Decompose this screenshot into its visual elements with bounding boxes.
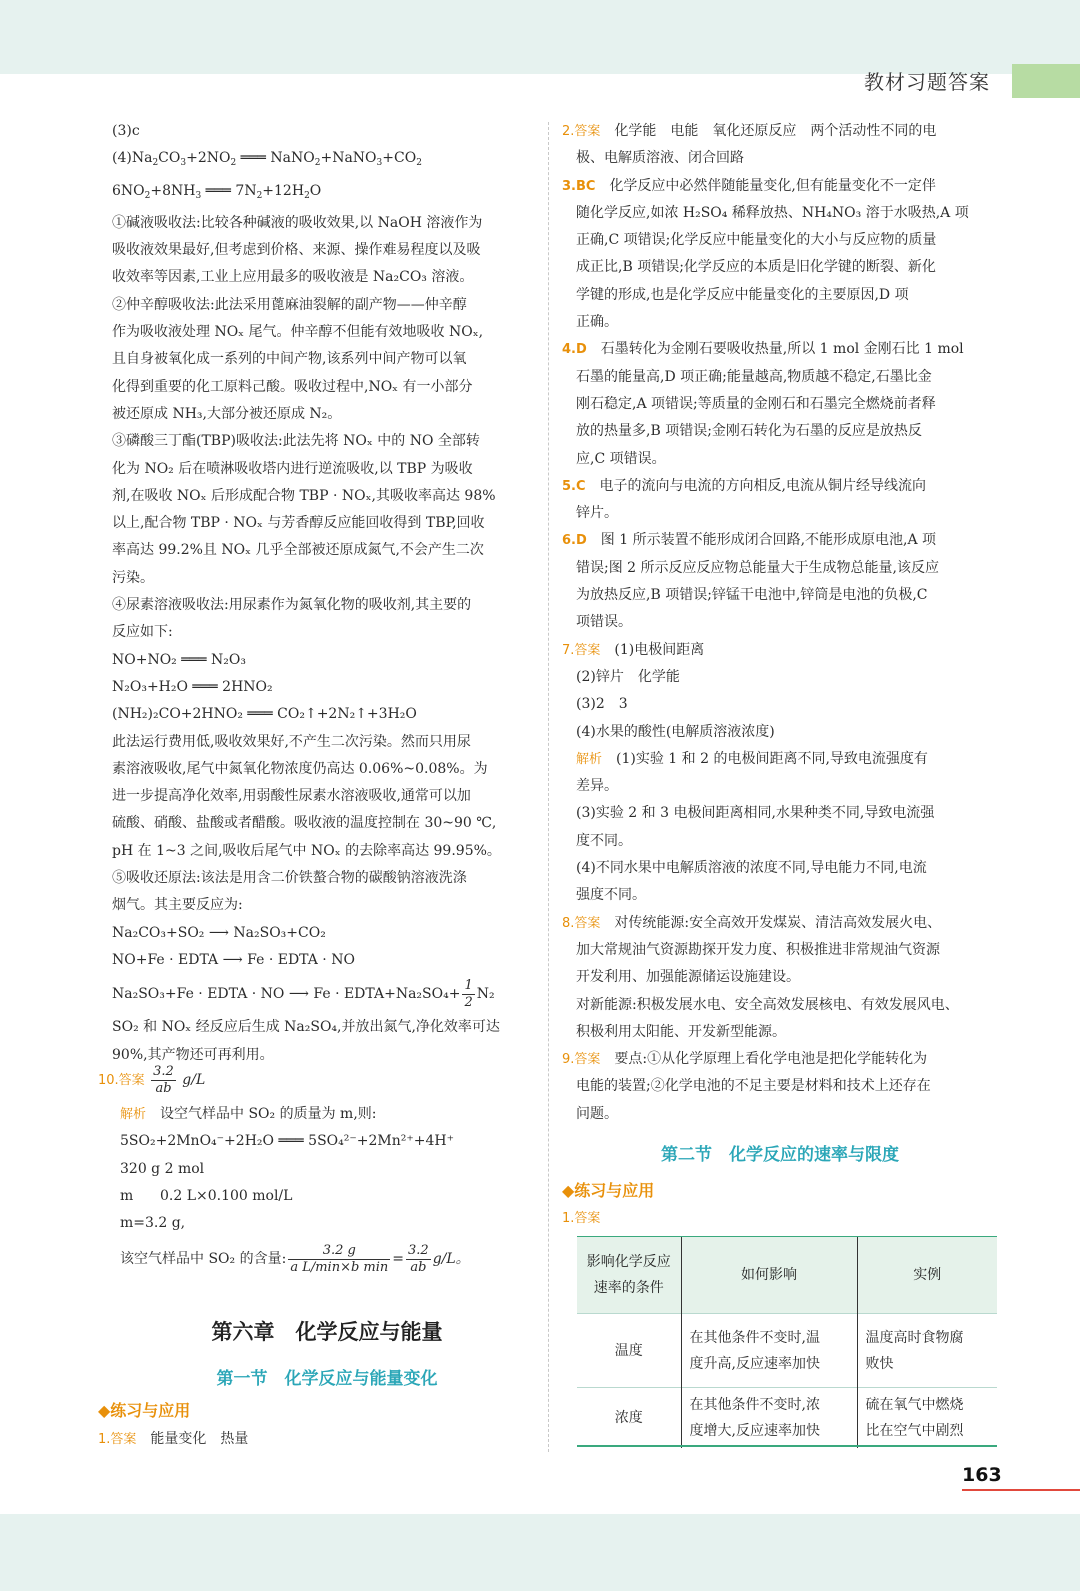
answer-line: (3)c [112, 123, 140, 139]
table-header-cell: 实例 [857, 1237, 997, 1314]
equation: Na₂SO₃+Fe · EDTA · NO ⟶ Fe · EDTA+Na₂SO₄+ $\frac{1}{2}$ N₂ [112, 977, 495, 1010]
equation: Na₂CO₃+SO₂ ⟶ Na₂SO₃+CO₂ [112, 924, 326, 941]
question-5: 5.C 电子的流向与电流的方向相反,电流从铜片经导线流向 锌片。 [562, 477, 926, 522]
equation: N₂O₃+H₂O ═══ 2HNO₂ [112, 678, 273, 695]
question-10: 10.答案 $\frac{3.2}{ab}$ g/L 解析 设空气样品中 SO₂ 的质量为 m,则: 5SO₂+2MnO₄⁻+2H₂O ═══ 5SO₄²⁻+2Mn²⁺+4H⁺ 320 g 2 mol m 0.2 L×0.100 mol/L m=3.2 g, 该空气样品中 SO₂ 的含量: $\frac{3.2 g}{\text{a L/min×b min}}$ = $\frac{3.2}{ab}$ g/L。 [98, 1060, 538, 1281]
equation: $6NO_2+8NH_3$ ═══ $7N_2+12H_2O$ [112, 182, 322, 201]
left-column [112, 118, 536, 1069]
table-cell: 浓度 [614, 1410, 643, 1426]
equation: m=3.2 g, [120, 1215, 186, 1232]
right-column [562, 118, 998, 1128]
table-cell: 在其他条件不变时,浓 度增大,反应速率加快 [681, 1388, 857, 1449]
paragraph-alkali: ①碱液吸收法:比较各种碱液的吸收效果,以 NaOH 溶液作为 吸收液效果最好,但考虑到价格、来源、操作难易程度以及吸 收效率等因素,工业上应用最多的吸收液是 Na₂CO₃ 溶液。 [112, 214, 483, 286]
equation: NO+Fe · EDTA ⟶ Fe · EDTA · NO [112, 951, 355, 968]
answer-label: 1.答案 [562, 1211, 601, 1226]
practice-heading-1: ◆练习与应用 [98, 1401, 191, 1420]
answer-label: 10.答案 [98, 1073, 145, 1088]
paragraph-conclusion: SO₂ 和 NOₓ 经反应后生成 Na₂SO₄,并放出氮气,净化效率可达 90%,其产物还可再利用。 [112, 1019, 500, 1063]
page-number-rule [962, 1489, 1080, 1491]
question-4: 4.D 石墨转化为金刚石要吸收热量,所以 1 mol 金刚石比 1 mol 石墨的能量高,D 项正确;能量越高,物质越不稳定,石墨比金 刚石稳定,A 项错误;等质量的金刚石和石墨完全燃烧前者释 放的热量多,B 项错误;金刚石转化为石墨的反应是放热反 应,C 项错误。 [562, 341, 964, 467]
page-number: 163 [962, 1464, 1002, 1486]
section-title-2: 第二节 化学反应的速率与限度 [661, 1145, 899, 1165]
equation: 320 g 2 mol [120, 1160, 205, 1177]
section-title-1: 第一节 化学反应与能量变化 [216, 1369, 438, 1389]
question-1: 1.答案 能量变化 热量 [98, 1431, 249, 1447]
table-header-cell: 影响化学反应 速率的条件 [577, 1237, 681, 1314]
answer-label: 1.答案 [98, 1432, 137, 1447]
equation: 5SO₂+2MnO₄⁻+2H₂O ═══ 5SO₄²⁻+2Mn²⁺+4H⁺ [120, 1133, 454, 1150]
analysis-label: 解析 [120, 1107, 147, 1122]
paragraph-tbp: ③磷酸三丁酯(TBP)吸收法:此法先将 NOₓ 中的 NO 全部转 化为 NO₂ 后在喷淋吸收塔内进行逆流吸收,以 TBP 为吸收 剂,在吸收 NOₓ 后形成配合物 TBP · NOₓ,其吸收率高达 98% 以上,配合物 TBP · NOₓ 与芳香醇反应能回收得到 TBP,回收 率高达 99.2%且 NOₓ 几乎全部被还原成氮气,不会产生二次 污染。 [112, 433, 496, 586]
question-6: 6.D 图 1 所示装置不能形成闭合回路,不能形成原电池,A 项 错误;图 2 所示反应反应物总能量大于生成物总能量,该反应 为放热反应,B 项错误;锌锰干电池中,锌筒是电池的负极,C 项错误。 [562, 532, 939, 631]
question-3: 3.BC 化学反应中必然伴随能量变化,但有能量变化不一定伴 随化学反应,如浓 H₂SO₄ 稀释放热、NH₄NO₃ 溶于水吸热,A 项 正确,C 项错误;化学反应中能量变化的大小与反应物的质量 成正比,B 项错误;化学反应的本质是旧化学键的断裂、新化 学键的形成,也是化学反应中能量变化的主要原因,D 项 正确。 [562, 177, 969, 331]
table-cell: 温度 [614, 1342, 643, 1359]
table-cell: 温度高时食物腐 败快 [857, 1314, 997, 1388]
top-band [0, 0, 1080, 74]
rate-factors-table [577, 1237, 997, 1448]
question-9: 9.答案 要点:①从化学原理上看化学电池是把化学能转化为 电能的装置;②化学电池的不足主要是材料和技术上还存在 问题。 [562, 1051, 931, 1122]
paragraph-urea-result: 此法运行费用低,吸收效果好,不产生二次污染。然而只用尿 素溶液吸收,尾气中氮氧化物浓度仍高达 0.06%~0.08%。为 进一步提高净化效率,用弱酸性尿素水溶液吸收,通常可以加 硫酸、硝酸、盐酸或者醋酸。吸收液的温度控制在 30~90 ℃, pH 在 1~3 之间,吸收后尾气中 NOₓ 的去除率高达 99.95%。 [112, 733, 501, 859]
table-header-row [577, 1237, 997, 1314]
running-header-title: 教材习题答案 [864, 70, 990, 94]
question-7: 7.答案 (1)电极间距离 (2)锌片 化学能 (3)2 3 (4)水果的酸性(电解质溶液浓度) 解析 (1)实验 1 和 2 的电极间距离不同,导致电流强度有 差异。 (3)实验 2 和 3 电极间距离相同,水果种类不同,导致电流强 度不同。 (4)不同水果中电解质溶液的浓度不同,导电能力不同,电流 强度不同。 [562, 641, 935, 904]
practice-heading-2: ◆练习与应用 [562, 1181, 655, 1200]
fraction: $\frac{3.2}{ab}$ [153, 1063, 174, 1096]
table-row [577, 1314, 997, 1388]
equation: $(4)Na_2CO_3+2NO_2$ ═══ $NaNO_2+NaNO_3+CO_2$ [112, 150, 422, 169]
question-2: 2.答案 化学能 电能 氧化还原反应 两个活动性不同的电 极、电解质溶液、闭合回路 [562, 123, 937, 167]
column-divider [548, 122, 549, 1452]
equation: (NH₂)₂CO+2HNO₂ ═══ CO₂↑+2N₂↑+3H₂O [112, 706, 417, 723]
equation: NO+NO₂ ═══ N₂O₃ [112, 651, 246, 668]
question-8: 8.答案 对传统能源:安全高效开发煤炭、清洁高效发展火电、 加大常规油气资源勘探开发力度、积极推进非常规油气资源 开发利用、加强能源储运设施建设。 对新能源:积极发展水电、安全高效发展核电、有效发展风电、 积极利用太阳能、开发新型能源。 [562, 914, 959, 1040]
table-header-cell: 如何影响 [681, 1237, 857, 1314]
paragraph-reduction: ⑤吸收还原法:该法是用含二价铁螯合物的碳酸钠溶液洗涤 烟气。其主要反应为: [112, 870, 467, 914]
table-row [577, 1388, 997, 1449]
paragraph-urea: ④尿素溶液吸收法:用尿素作为氮氧化物的吸收剂,其主要的 反应如下: [112, 597, 472, 641]
table-bottom-rule [577, 1445, 997, 1447]
equation: m 0.2 L×0.100 mol/L [120, 1187, 293, 1204]
table-cell: 硫在氧气中燃烧 比在空气中剧烈 [857, 1388, 997, 1449]
equation: 该空气样品中 SO₂ 的含量: $\frac{3.2 g}{\text{a L/min×b min}}$ = $\frac{3.2}{ab}$ g/L。 [120, 1242, 470, 1275]
chapter-title: 第六章 化学反应与能量 [211, 1320, 443, 1344]
table-cell: 在其他条件不变时,温 度升高,反应速率加快 [681, 1314, 857, 1388]
fraction: $\frac{1}{2}$ [464, 977, 473, 1010]
header-tab-marker [1012, 64, 1080, 98]
paragraph-octanol: ②仲辛醇吸收法:此法采用蓖麻油裂解的副产物——仲辛醇 作为吸收液处理 NOₓ 尾气。仲辛醇不但能有效地吸收 NOₓ, 且自身被氧化成一系列的中间产物,该系列中间产物可以氧 化得到重要的化工原料己酸。吸收过程中,NOₓ 有一小部分 被还原成 NH₃,大部分被还原成 N₂。 [112, 296, 484, 422]
